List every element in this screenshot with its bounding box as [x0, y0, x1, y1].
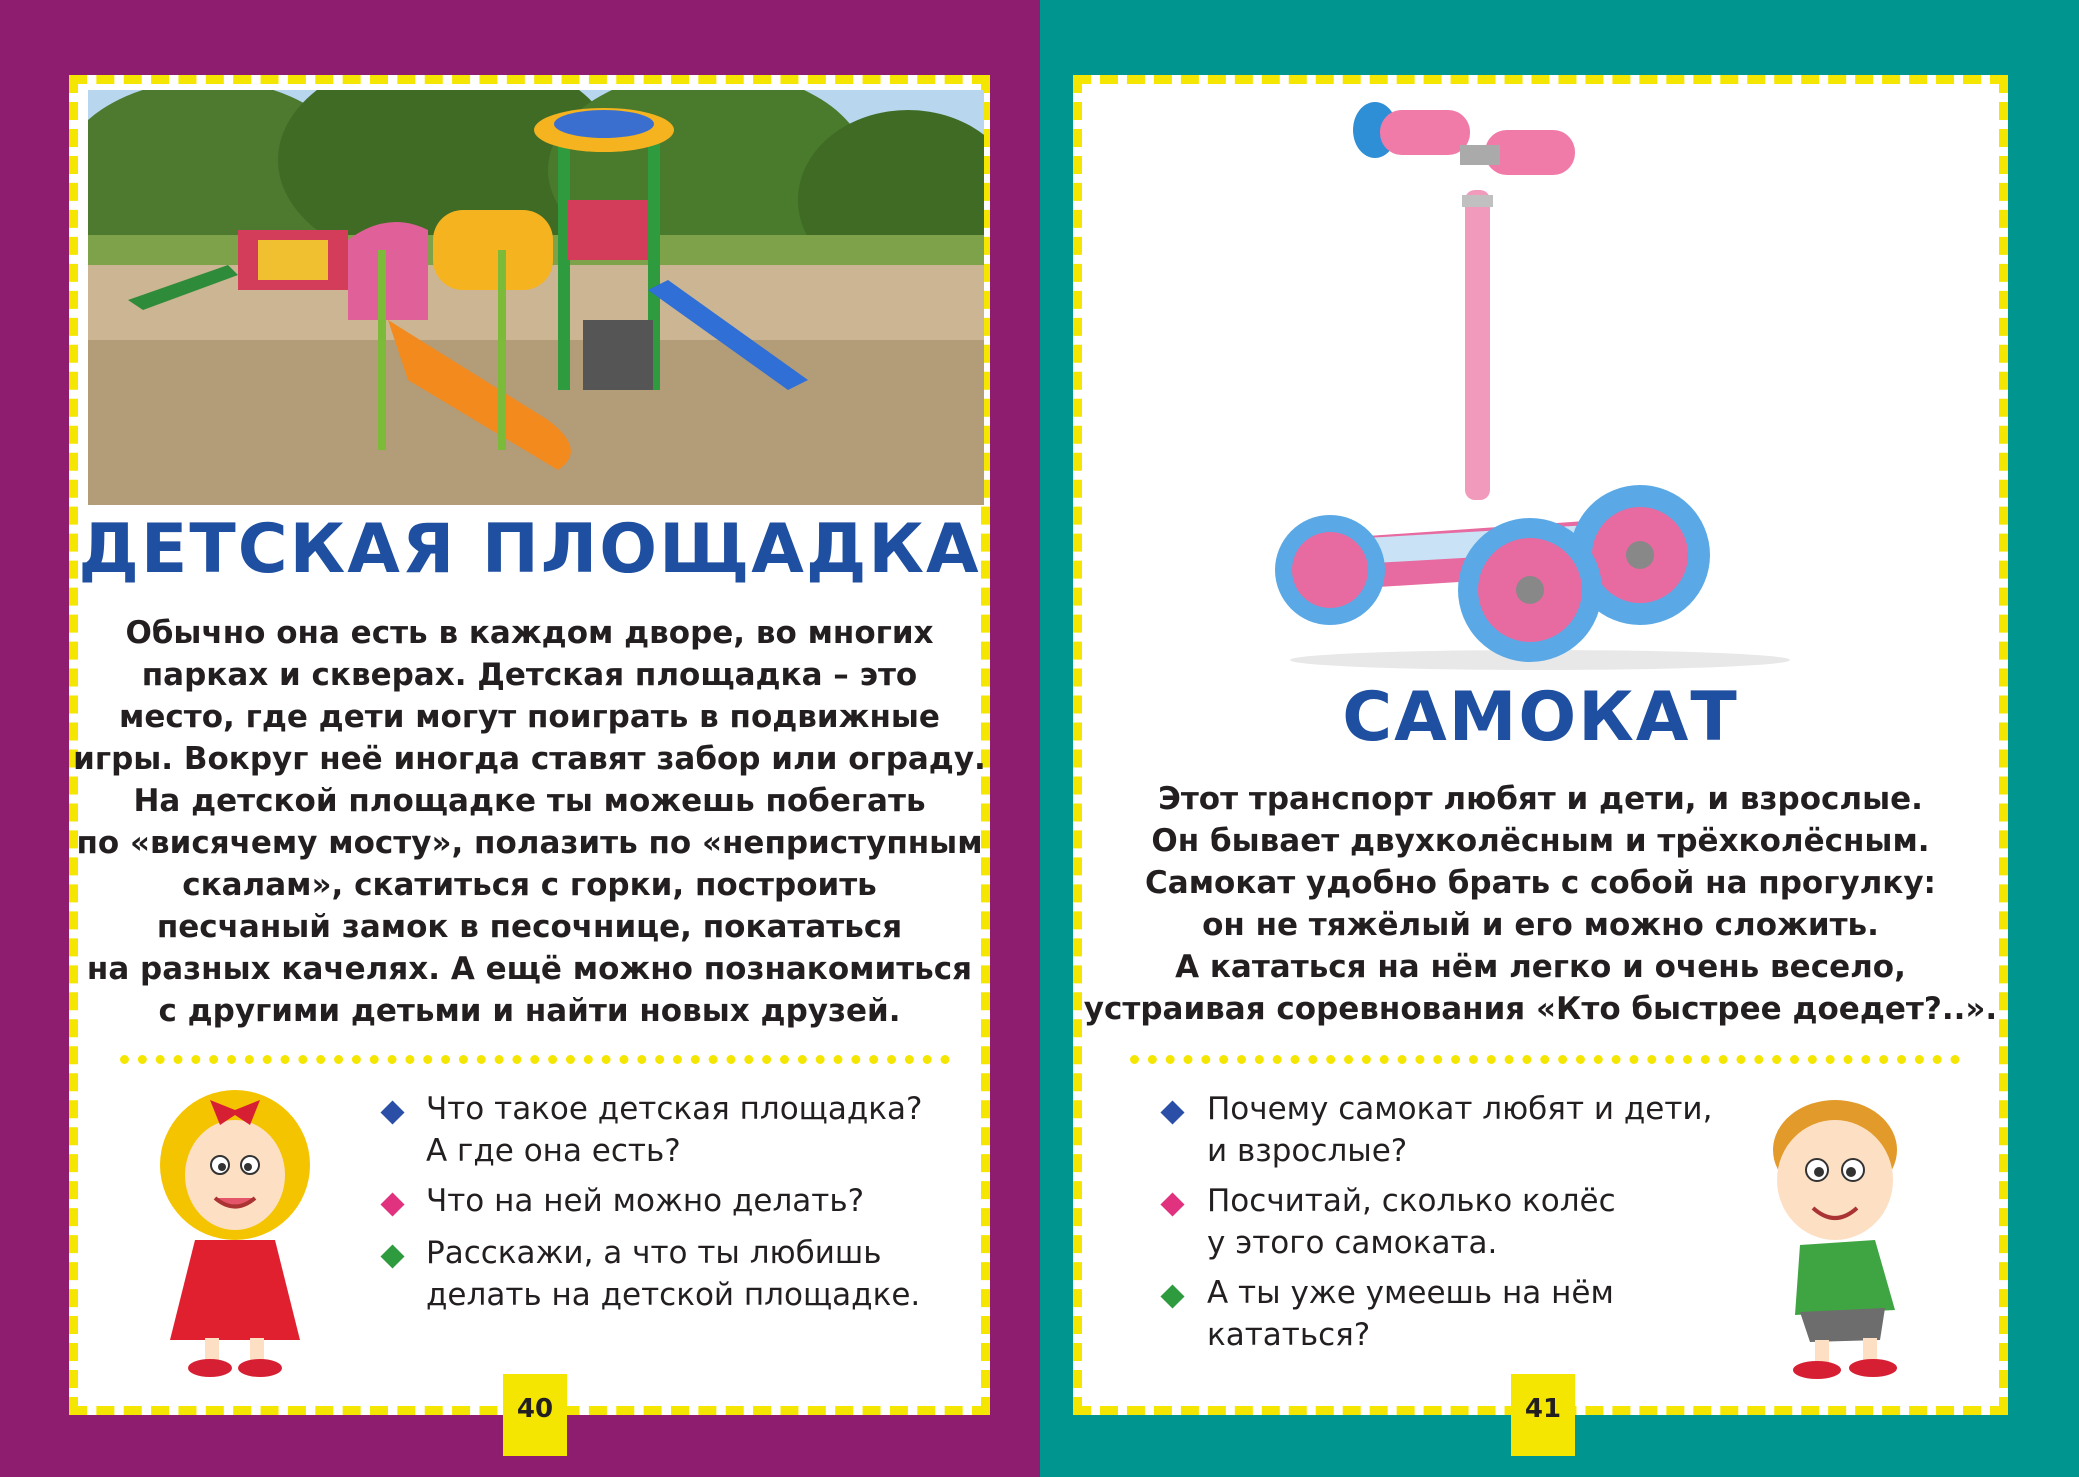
girl-illustration	[150, 1080, 320, 1380]
question-line: Что такое детская площадка?	[426, 1091, 923, 1127]
scooter-illustration	[1270, 100, 1820, 670]
body-line: место, где дети могут поиграть в подвижные	[119, 699, 940, 735]
body-line: песчаный замок в песочнице, покататься	[156, 909, 903, 945]
question-item	[426, 1088, 922, 1172]
body-line: скалам», скатиться с горки, построить	[182, 867, 877, 903]
boy-illustration	[1755, 1090, 1915, 1380]
page-number: 40	[503, 1374, 567, 1456]
question-line: Почему самокат любят и дети,	[1207, 1091, 1713, 1127]
body-line: парках и скверах. Детская площадка – это	[141, 657, 918, 693]
body-line: по «висячему мосту», полазить по «неприступным	[76, 825, 983, 861]
question-item	[1207, 1088, 1712, 1172]
body-line: устраивая соревнования «Кто быстрее доедет?..».	[1083, 991, 1998, 1027]
boy-cartoon	[1755, 1090, 1915, 1380]
question-line: и взрослые?	[1207, 1133, 1408, 1169]
question-item	[1207, 1180, 1616, 1264]
question-line: делать на детской площадке.	[426, 1277, 921, 1313]
question-line: Что на ней можно делать?	[426, 1183, 865, 1219]
question-line: А где она есть?	[426, 1133, 681, 1169]
scooter-photo	[1270, 100, 1820, 670]
question-line: А ты уже умеешь на нём	[1207, 1275, 1614, 1311]
page-title: САМОКАТ	[1342, 678, 1739, 757]
body-line: Этот транспорт любят и дети, и взрослые.	[1158, 781, 1923, 817]
body-line: Обычно она есть в каждом дворе, во многих	[125, 615, 934, 651]
question-line: Расскажи, а что ты любишь	[426, 1235, 882, 1271]
body-line: игры. Вокруг неё иногда ставят забор или ограду.	[73, 741, 986, 777]
dotted-divider	[120, 1055, 950, 1064]
body-text	[1073, 778, 2008, 1030]
body-line: он не тяжёлый и его можно сложить.	[1202, 907, 1879, 943]
question-item	[426, 1180, 864, 1222]
question-line: кататься?	[1207, 1317, 1371, 1353]
playground-illustration	[88, 90, 984, 505]
body-line: Самокат удобно брать с собой на прогулку:	[1145, 865, 1936, 901]
question-item	[426, 1232, 920, 1316]
page-title: ДЕТСКАЯ ПЛОЩАДКА	[78, 510, 981, 589]
page-number: 41	[1511, 1374, 1575, 1456]
body-line: А кататься на нём легко и очень весело,	[1175, 949, 1906, 985]
body-line: Он бывает двухколёсным и трёхколёсным.	[1151, 823, 1930, 859]
question-line: Посчитай, сколько колёс	[1207, 1183, 1616, 1219]
body-line: На детской площадке ты можешь побегать	[133, 783, 926, 819]
question-line: у этого самоката.	[1207, 1225, 1498, 1261]
girl-cartoon	[150, 1080, 320, 1380]
playground-photo	[88, 90, 984, 505]
body-text	[69, 612, 990, 1032]
dotted-divider	[1130, 1055, 1960, 1064]
body-line: с другими детьми и найти новых друзей.	[158, 993, 901, 1029]
question-item	[1207, 1272, 1614, 1356]
body-line: на разных качелях. А ещё можно познакомиться	[86, 951, 973, 987]
